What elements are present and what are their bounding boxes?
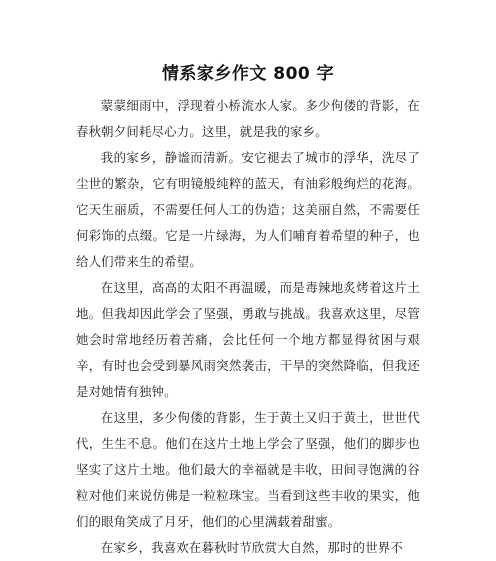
article-body — [76, 93, 420, 561]
paragraph-4: 在这里，多少佝偻的背影，生于黄土又归于黄土，世世代代，生生不息。他们在这片土地上学会了坚强，他们的脚步也坚实了这片土地。他们最大的幸福就是丰收，田间寻饱满的谷粒对他们来说仿佛是一粒粒珠宝。当看到这些丰收的果实，他们的眼角笑成了月牙，他们的心里满载着甜蜜。 — [76, 410, 420, 529]
page-title: 情系家乡作文 800 字 — [161, 64, 335, 84]
paragraph-2: 我的家乡，静谧而清新。安它褪去了城市的浮华，洗尽了尘世的繁杂，它有明镜般纯粹的蓝天，有油彩般绚烂的花海。它天生丽质，不需要任何人工的伪造；这美丽自然，不需要任何彩饰的点缀。它是一片绿海，为人们哺育着希望的种子，也给人们带来生的希望。 — [76, 150, 420, 269]
paragraph-1: 蒙蒙细雨中，浮现着小桥流水人家。多少佝偻的背影，在春秋朝夕间耗尽心力。这里，就是我的家乡。 — [76, 98, 420, 139]
paragraph-5: 在家乡，我喜欢在暮秋时节欣赏大自然，那时的世界不 — [100, 540, 403, 555]
paragraph-3: 在这里，高高的太阳不再温暖，而是毒辣地炙烤着这片土地。但我却因此学会了坚强，勇敢与挑战。我喜欢这里，尽管她会时常地经历着苦痛，会比任何一个地方都显得贫困与艰辛，有时也会受到暴风雨突然袭击，干旱的突然降临，但我还是对她情有独钟。 — [76, 280, 420, 399]
